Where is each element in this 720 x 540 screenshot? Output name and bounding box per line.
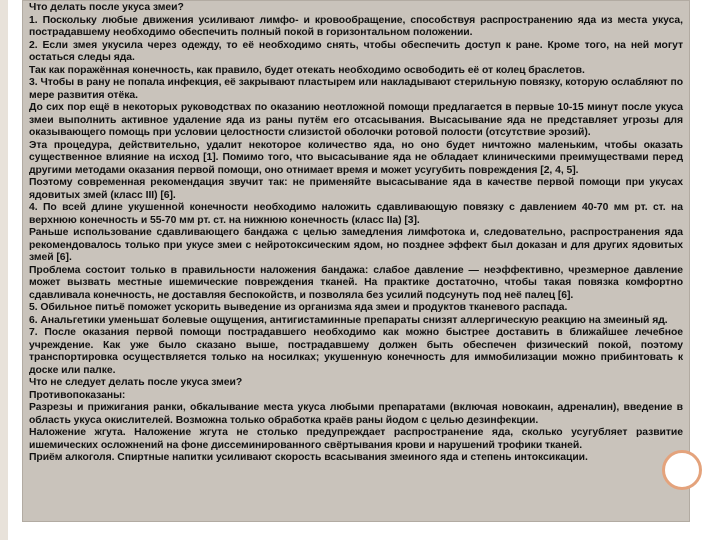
paragraph-suction-guidance: До сих пор ещё в некоторых руководствах по оказанию неотложной помощи предлагается в первые 10-15 минут после укуса змеи выполнить активное удаление яда из раны путём его отсасывания. Высасывание яда не представляет угрозы для оказывающего помощь при условии целостности слизистой оболочки ротовой полости (отсутствие эрозий).	[29, 102, 683, 138]
paragraph-bandage-history: Раньше использование сдавливающего бандажа с целью замедления лимфотока и, следовательно, распространения яда рекомендовалось только при укусе змеи с нейротоксическим ядом, но позднее эффект был доказан и для других ядовитых змей [6].	[29, 227, 683, 263]
paragraph-recommendation: Поэтому современная рекомендация звучит так: не применяйте высасывание яда в качестве первой помощи при укусах ядовитых змей (класс III) [6].	[29, 177, 683, 201]
decorative-circle	[662, 450, 702, 490]
paragraph-alcohol: Приём алкоголя. Спиртные напитки усиливают скорость всасывания змеиного яда и степень интоксикации.	[29, 452, 588, 463]
paragraph-remove-rings: Так как поражённая конечность, как правило, будет отекать необходимо освободить её от колец браслетов.	[29, 64, 585, 76]
paragraph-step-4: 4. По всей длине укушенной конечности необходимо наложить сдавливающую повязку с давлением 40-70 мм рт. ст. на верхнюю конечность и 55-70 мм рт. ст. на нижнюю конечность (класс IIa) [3].	[29, 202, 683, 226]
paragraph-step-6: 6. Анальгетики уменьшат болевые ощущения, антигистаминные препараты снизят аллергическую реакцию на змеиный яд.	[29, 314, 668, 326]
heading-what-not-to-do: Что не следует делать после укуса змеи?	[29, 377, 243, 388]
paragraph-step-1: 1. Поскольку любые движения усиливают лимфо- и кровообращение, способствуя распространению яда из места укуса, пострадавшему необходимо обеспечить полный покой в горизонтальном положении.	[29, 14, 683, 38]
paragraph-step-2: 2. Если змея укусила через одежду, то её необходимо снять, чтобы обеспечить доступ к ране. Кроме того, на ней могут остаться следы яда.	[29, 39, 683, 63]
paragraph-step-5: 5. Обильное питьё поможет ускорить выведение из организма яда змеи и продуктов тканевого распада.	[29, 302, 568, 313]
paragraph-tourniquet: Наложение жгута. Наложение жгута не столько предупреждает распространение яда, сколько усугубляет развитие ишемических осложнений на фоне диссеминированного свёртывания крови и нарушений трофики тканей.	[29, 427, 683, 451]
paragraph-step-7: 7. После оказания первой помощи пострадавшего необходимо как можно быстрее доставить в ближайшее лечебное учреждение. Как уже было сказано выше, пострадавшему должен быть обеспечен физический покой, поэтому транспортировка осуществляется только на носилках; укушенную конечность для иммобилизации можно прибинтовать к доске или палке.	[29, 327, 683, 376]
left-decoration-bar	[0, 0, 8, 540]
paragraph-suction-effect: Эта процедура, действительно, удалит некоторое количество яда, но оно будет ничтожно маленьким, чтобы оказать существенное влияние на исход [1]. Помимо того, что высасывание яда не обладает клиническими преимуществами перед другими методами оказания первой помощи, оно отнимает время и может усугубить повреждения [2, 4, 5].	[29, 139, 683, 176]
heading-contraindications: Противопоказаны:	[29, 389, 126, 401]
paragraph-step-3: 3. Чтобы в рану не попала инфекция, её закрывают пластырем или накладывают стерильную повязку, которую ослабляют по мере развития отёка.	[29, 77, 683, 101]
heading-what-to-do: Что делать после укуса змеи?	[29, 2, 184, 13]
slide-text-panel	[22, 0, 690, 522]
paragraph-incisions: Разрезы и прижигания ранки, обкалывание места укуса любыми препаратами (включая новокаин, адреналин), введение в область укуса окислителей. Возможна только обработка краёв раны йодом с целью дезинфекции.	[29, 402, 683, 426]
paragraph-bandage-pressure: Проблема состоит только в правильности наложения бандажа: слабое давление — неэффективно, чрезмерное давление может вызвать местные ишемические повреждения тканей. На практике достаточно, чтобы такая повязка комфортно сдавливала конечность, не доставляя беспокойств, и позволяла без усилий подсунуть под неё палец [6].	[29, 264, 683, 301]
